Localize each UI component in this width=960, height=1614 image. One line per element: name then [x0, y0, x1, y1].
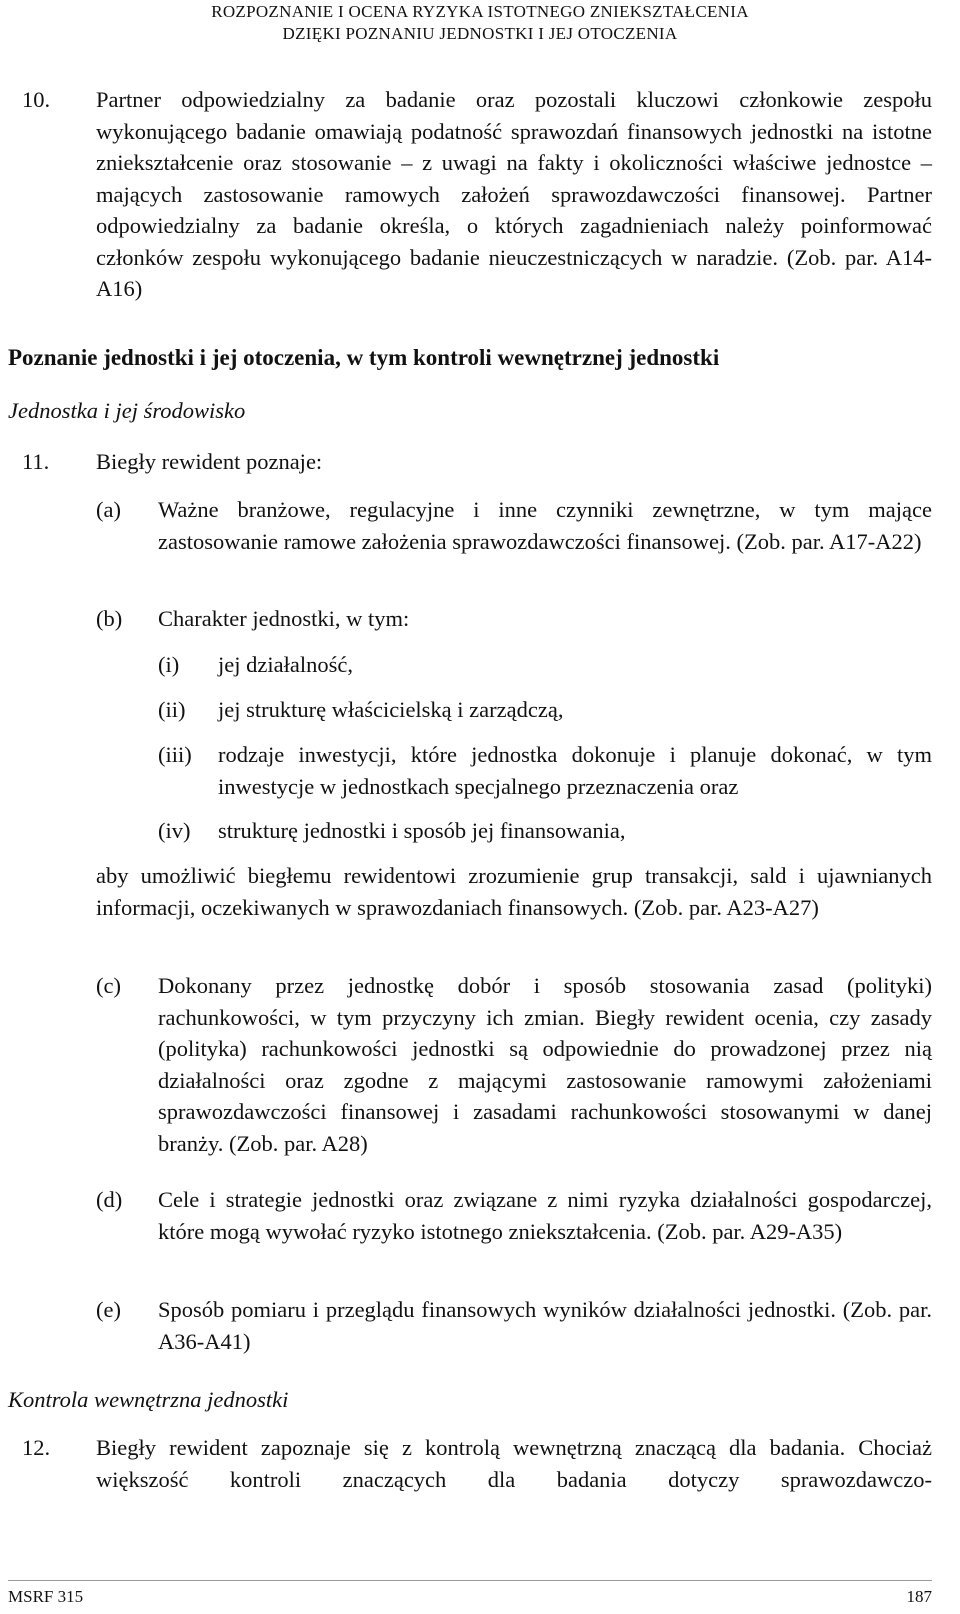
page-number: 187: [906, 1587, 932, 1606]
running-header-line-2: DZIĘKI POZNANIU JEDNOSTKI I JEJ OTOCZENIA: [282, 24, 678, 43]
subitem-text-ii: jej strukturę właścicielską i zarządczą,: [218, 697, 564, 722]
footer-standard-id: MSRF 315: [8, 1587, 84, 1606]
item-text-d: Cele i strategie jednostki oraz związane z nimi ryzyka działalności gospodarczej, które mogą wywołać ryzyko istotnego zniekształcenia. (Zob. par. A29-A35): [158, 1187, 932, 1244]
item-label-c: (c): [96, 973, 121, 998]
item-text-b: Charakter jednostki, w tym:: [158, 606, 410, 631]
running-header-line-1: ROZPOZNANIE I OCENA RYZYKA ISTOTNEGO ZNIEKSZTAŁCENIA: [211, 2, 749, 21]
subitem-text-i: jej działalność,: [218, 652, 353, 677]
paragraph-10-text: Partner odpowiedzialny za badanie oraz pozostali kluczowi członkowie zespołu wykonującego badanie omawiają podatność sprawozdań finansowych jednostki na istotne zniekształcenie oraz stosowanie – z uwagi na fakty i okoliczności właściwe jednostce – mających zastosowanie ramowych założeń sprawozdawczości finansowej. Partner odpowiedzialny za badanie określa, o których zagadnieniach należy poinformować członków zespołu wykonującego badanie nieuczestniczących w naradzie. (Zob. par. A14-A16): [96, 87, 932, 301]
item-text-e: Sposób pomiaru i przeglądu finansowych wyników działalności jednostki. (Zob. par. A36-A41): [158, 1297, 932, 1354]
subitem-label-i: (i): [158, 652, 180, 677]
paragraph-number-11: 11.: [22, 449, 50, 474]
subheading-entity-environment: Jednostka i jej środowisko: [8, 398, 246, 423]
subitem-label-iii: (iii): [158, 742, 192, 767]
item-label-d: (d): [96, 1187, 123, 1212]
item-text-c: Dokonany przez jednostkę dobór i sposób stosowania zasad (polityki) rachunkowości, w tym przyczyny ich zmian. Biegły rewident ocenia, czy zasady (polityka) rachunkowości jednostki są odpowiednie do prowadzonej przez nią działalności oraz zgodne z mającymi zastosowanie ramowymi założeniami sprawozdawczości finansowej i zasadami rachunkowości stosowanymi w danej branży. (Zob. par. A28): [158, 973, 932, 1156]
subitem-label-iv: (iv): [158, 818, 191, 843]
paragraph-11-intro: Biegły rewident poznaje:: [96, 449, 323, 474]
paragraph-number-10: 10.: [22, 87, 51, 112]
subitem-text-iv: strukturę jednostki i sposób jej finansowania,: [218, 818, 626, 843]
item-label-a: (a): [96, 497, 121, 522]
item-label-b: (b): [96, 606, 123, 631]
paragraph-12-text: Biegły rewident zapoznaje się z kontrolą wewnętrzną znaczącą dla badania. Chociaż większość kontroli znaczących dla badania dotyczy sprawozdawczo-: [96, 1435, 932, 1492]
subitem-text-iii: rodzaje inwestycji, które jednostka dokonuje i planuje dokonać, w tym inwestycje w jednostkach specjalnego przeznaczenia oraz: [218, 742, 932, 799]
item-text-a: Ważne branżowe, regulacyjne i inne czynniki zewnętrzne, w tym mające zastosowanie ramowe założenia sprawozdawczości finansowej. (Zob. par. A17-A22): [158, 497, 932, 554]
paragraph-number-12: 12.: [22, 1435, 51, 1460]
subheading-internal-control: Kontrola wewnętrzna jednostki: [8, 1387, 289, 1412]
footer-rule: [8, 1580, 932, 1581]
item-label-e: (e): [96, 1297, 121, 1322]
subitem-label-ii: (ii): [158, 697, 186, 722]
paragraph-11-continuation: aby umożliwić biegłemu rewidentowi zrozumienie grup transakcji, sald i ujawnianych informacji, oczekiwanych w sprawozdaniach finansowych. (Zob. par. A23-A27): [96, 863, 932, 920]
section-heading: Poznanie jednostki i jej otoczenia, w tym kontroli wewnętrznej jednostki: [8, 345, 720, 370]
